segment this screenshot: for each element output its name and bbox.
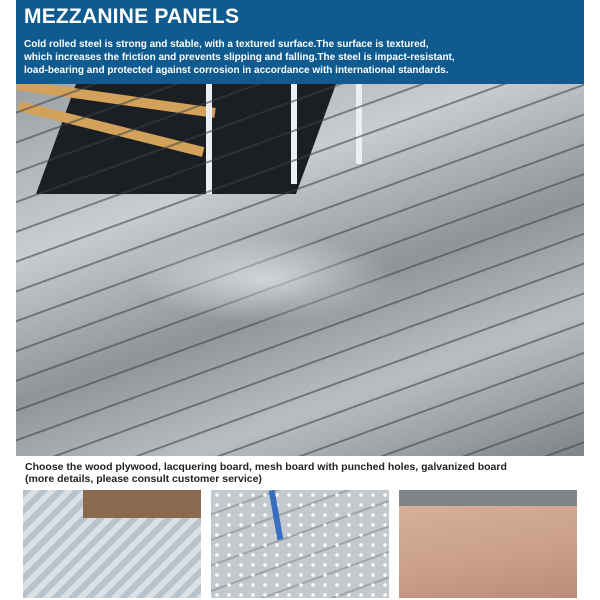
boxes xyxy=(83,490,201,518)
description xyxy=(24,38,584,77)
photo-punched-mesh-board xyxy=(211,490,389,598)
photo-wood-plywood xyxy=(399,490,577,598)
description-line: load-bearing and protected against corrosion in accordance with international standards. xyxy=(24,65,449,76)
description-line: which increases the friction and prevents slipping and falling.The steel is impact-resistant, xyxy=(24,52,455,63)
options-caption xyxy=(25,461,507,485)
main-photo-steel-mezzanine-floor xyxy=(16,84,584,456)
shelving-background xyxy=(399,490,577,506)
page-title: MEZZANINE PANELS xyxy=(24,5,240,28)
photo-galvanized-board xyxy=(23,490,201,598)
punched-holes xyxy=(211,490,389,598)
caption-line: Choose the wood plywood, lacquering board, mesh board with punched holes, galvanized board xyxy=(25,461,507,473)
caption-line: (more details, please consult customer service) xyxy=(25,473,262,485)
description-line: Cold rolled steel is strong and stable, with a textured surface.The surface is textured, xyxy=(24,39,429,50)
light-reflection xyxy=(136,234,396,324)
header-banner xyxy=(16,0,584,84)
